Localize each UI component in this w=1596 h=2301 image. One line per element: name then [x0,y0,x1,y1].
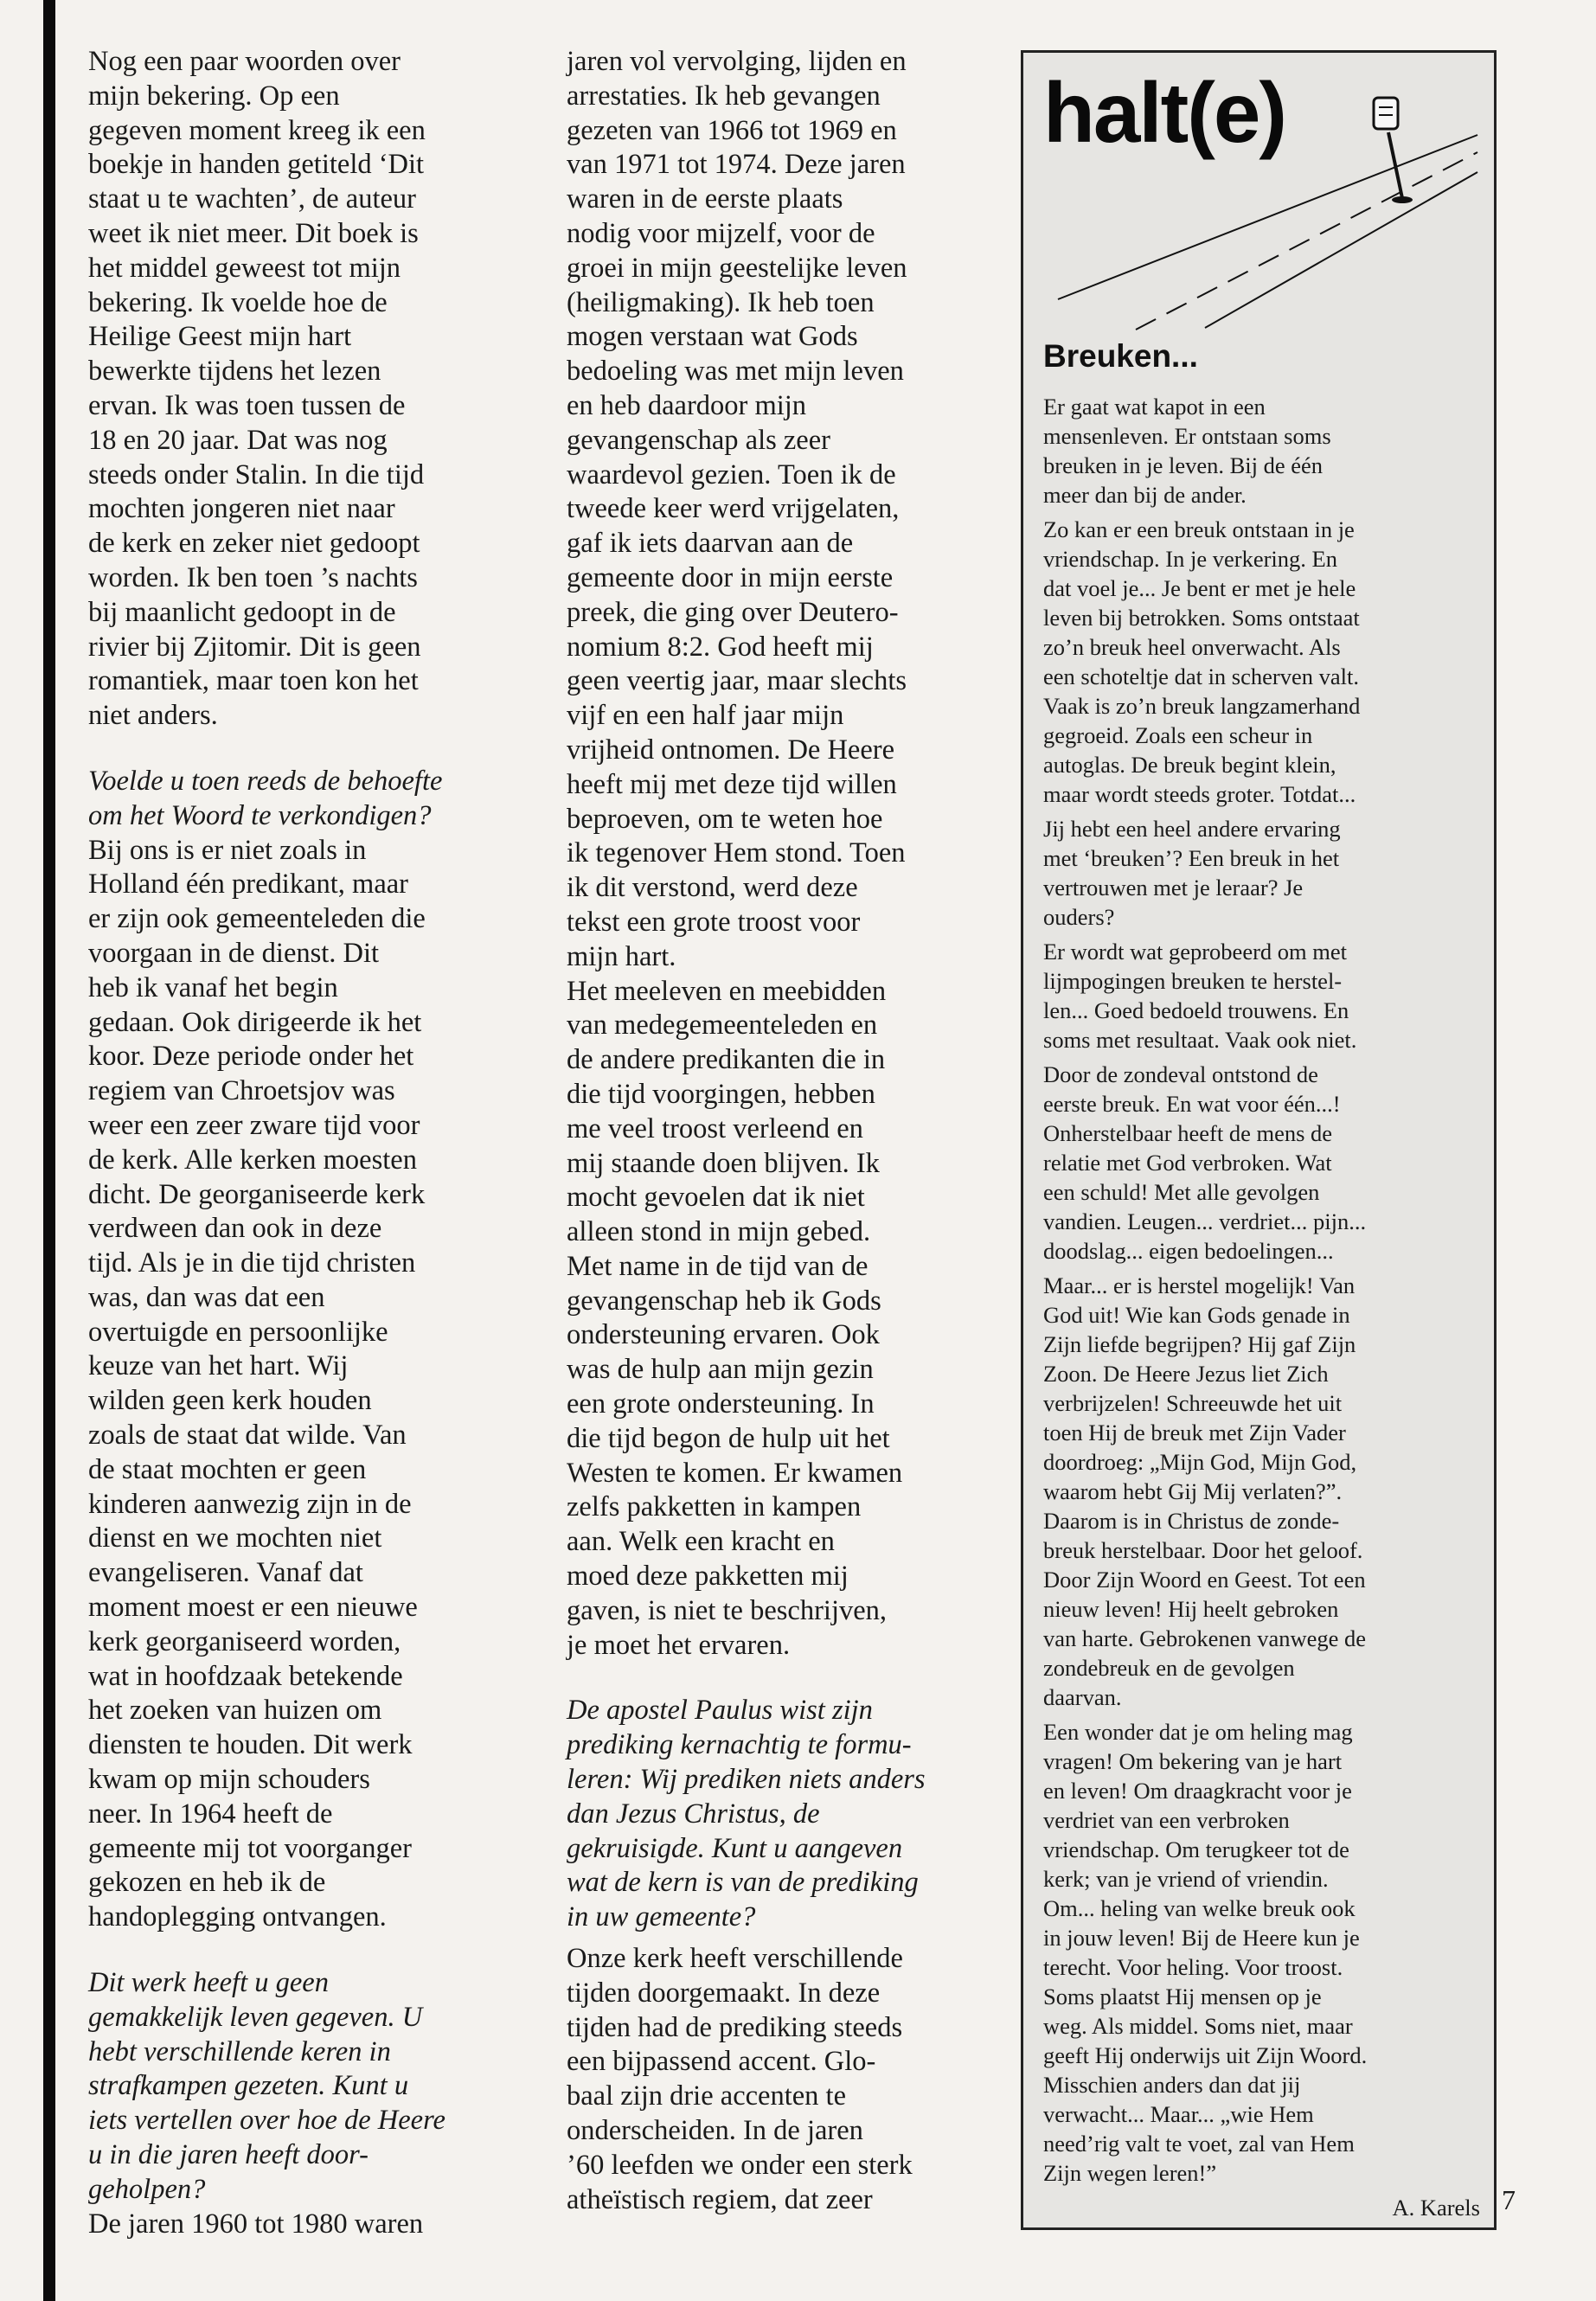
sidebar-text [1043,392,1480,2222]
article-paragraph: De jaren 1960 tot 1980 waren [88,2208,424,2240]
sidebar-paragraph: Door de zondeval ontstond de eerste breuk. En wat voor één...! Onherstelbaar heeft de mens de relatie met God verbroken. Wat een schuld! Met alle gevolgen vandien. Leugen... verdriet... pijn... doodslag... eigen bedoelingen... [1043,1061,1367,1264]
interview-question: Voelde u toen reeds de behoefte om het Woord te verkondigen? [88,765,443,831]
interview-question: De apostel Paulus wist zijn prediking kernachtig te formu- leren: Wij prediken niets anders dan Jezus Christus, de gekruisigde. Kunt u aangeven wat de kern is van de prediking in uw gemeente? [567,1695,926,1933]
sidebar-paragraph: Er gaat wat kapot in een mensenleven. Er ontstaan soms breuken in je leven. Bij de één meer dan bij de ander. [1043,394,1331,508]
interview-question: Dit werk heeft u geen gemakkelijk leven gegeven. U hebt verschillende keren in strafkampen gezeten. Kunt u iets vertellen over hoe de Heere u in die jaren heeft door- geholpen? [88,1967,445,2205]
article-paragraph: Bij ons is er niet zoals in Holland één predikant, maar er zijn ook gemeenteleden die voorgaan in de dienst. Dit heb ik vanaf het begin gedaan. Ook dirigeerde ik het koor. Deze periode onder het regiem van Chroetsjov was weer een zeer zware tijd voor de kerk. Alle kerken moesten dicht. De georganiseerde kerk verdween dan ook in deze tijd. Als je in die tijd christen was, dan was dat een overtuigde en persoonlijke keuze van het hart. Wij wilden geen kerk houden zoals de staat dat wilde. Van de staat mochten er geen kinderen aanwezig zijn in de dienst en we mochten niet evangeliseren. Vanaf dat moment moest er een nieuwe kerk georganiseerd worden, wat in hoofdzaak betekende het zoeken van huizen om diensten te houden. Dit werk kwam op mijn schouders neer. In 1964 heeft de gemeente mij tot voorganger gekozen en heb ik de handoplegging ontvangen. [88,834,426,1933]
article-paragraph: Het meeleven en meebidden van medegemeenteleden en de andere predikanten die in die tijd voorgingen, hebben me veel troost verleend en mij staande doen blijven. Ik mocht gevoelen dat ik niet alleen stond in mijn gebed. Met name in de tijd van de gevangenschap heb ik Gods ondersteuning ervaren. Ook was de hulp aan mijn gezin een grote ondersteuning. In die tijd begon de hulp uit het Westen te komen. Er kwamen zelfs pakketten in kampen aan. Welk een kracht en moed deze pakketten mij gaven, is niet te beschrijven, je moet het ervaren. [567,975,903,1661]
author-signature: A. Karels [1392,2195,1480,2221]
halte-logo: halt(e) [1043,65,1285,160]
article-column-2 [567,45,999,2217]
bus-stop-sign-icon [1374,98,1413,203]
sidebar-title: Breuken... [1043,338,1198,374]
sidebar-box [1021,50,1497,2230]
page-number: 7 [1502,2184,1516,2215]
sidebar-paragraph: Maar... er is herstel mogelijk! Van God uit! Wie kan Gods genade in Zijn liefde begrijpen? Hij gaf Zijn Zoon. De Heere Jezus liet Zich verbrijzelen! Schreeuwde het uit toen Hij de breuk met Zijn Vader doordroeg: „Mijn God, Mijn God, waarom hebt Gij Mij verlaten?”. Daarom is in Christus de zonde- breuk herstelbaar. Door het geloof. Door Zijn Woord en Geest. Tot een nieuw leven! Hij heelt gebroken van harte. Gebrokenen vanwege de zondebreuk en de gevolgen daarvan. [1043,1272,1367,1710]
article-column-1 [88,45,521,2241]
sidebar-paragraph: Een wonder dat je om heling mag vragen! Om bekering van je hart en leven! Om draagkracht voor je verdriet van een verbroken vriendschap. Om terugkeer tot de kerk; van je vriend of vriendin. Om... heling van welke breuk ook in jouw leven! Bij de Heere kun je terecht. Voor heling. Voor troost. Soms plaatst Hij mensen op je weg. Als middel. Soms niet, maar geeft Hij onderwijs uit Zijn Woord. Misschien anders dan dat jij verwacht... Maar... „wie Hem need’rig valt te voet, zal van Hem Zijn wegen leren!” [1043,1719,1368,2186]
sidebar-paragraph: Er wordt wat geprobeerd om met lijmpogingen breuken te herstel- len... Goed bedoeld trouwens. En soms met resultaat. Vaak ook niet. [1043,939,1357,1053]
sidebar-paragraph: Zo kan er een breuk ontstaan in je vriendschap. In je verkering. En dat voel je... Je bent er met je hele leven bij betrokken. Soms ontstaat zo’n breuk heel onverwacht. Als een schoteltje dat in scherven valt. Vaak is zo’n breuk langzamerhand gegroeid. Zoals een scheur in autoglas. De breuk begint klein, maar wordt steeds groter. Totdat... [1043,516,1361,807]
binding-edge [43,0,55,2301]
sidebar-paragraph: Jij hebt een heel andere ervaring met ‘breuken’? Een breuk in het vertrouwen met je leraar? Je ouders? [1043,816,1341,930]
article-paragraph: jaren vol vervolging, lijden en arrestaties. Ik heb gevangen gezeten van 1966 tot 1969 en van 1971 tot 1974. Deze jaren waren in de eerste plaats nodig voor mijzelf, voor de groei in mijn geestelijke leven (heiligmaking). Ik heb toen mogen verstaan wat Gods bedoeling was met mijn leven en heb daardoor mijn gevangenschap als zeer waardevol gezien. Toen ik de tweede keer werd vrijgelaten, gaf ik iets daarvan aan de gemeente door in mijn eerste preek, die ging over Deutero- nomium 8:2. God heeft mij geen veertig jaar, maar slechts vijf en een half jaar mijn vrijheid ontnomen. De Heere heeft mij met deze tijd willen beproeven, om te weten hoe ik tegenover Hem stond. Toen ik dit verstond, werd deze tekst een grote troost voor mijn hart. [567,46,907,972]
article-paragraph: Onze kerk heeft verschillende tijden doorgemaakt. In deze tijden had de prediking steeds een bijpassend accent. Glo- baal zijn drie accenten te onderscheiden. In de jaren ’60 leefden we onder een sterk atheïstisch regiem, dat zeer [567,1943,913,2215]
article-paragraph: Nog een paar woorden over mijn bekering. Op een gegeven moment kreeg ik een boekje in handen getiteld ‘Dit staat u te wachten’, de auteur weet ik niet meer. Dit boek is het middel geweest tot mijn bekering. Ik voelde hoe de Heilige Geest mijn hart bewerkte tijdens het lezen ervan. Ik was toen tussen de 18 en 20 jaar. Dat was nog steeds onder Stalin. In die tijd mochten jongeren niet naar de kerk en zeker niet gedoopt worden. Ik ben toen ’s nachts bij maanlicht gedoopt in de rivier bij Zjitomir. Dit is geen romantiek, maar toen kon het niet anders. [88,46,426,732]
